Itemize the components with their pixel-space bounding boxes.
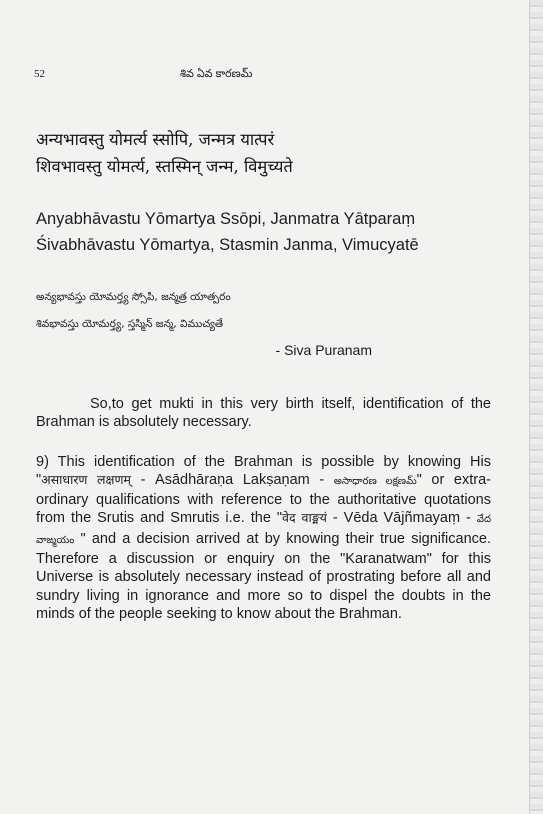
paragraph-text: - Vēda Vājñmayaṃ -	[326, 510, 477, 527]
running-head: శివ ఏవ కారణమ్	[180, 68, 253, 80]
telugu-term-asadharana: అసాధారణ లక్షణమ్	[333, 475, 417, 487]
paragraph-text: 9) This identification of the Brahman is possible by knowing His "	[36, 453, 491, 488]
page-number: 52	[34, 68, 45, 80]
transliteration-line-1: Anyabhāvastu Yōmartya Ssōpi, Janmatra Yātparaṃ	[36, 210, 416, 228]
sanskrit-verse-line-2: शिवभावस्तु योमर्त्य, स्तस्मिन् जन्म, विमुच्यते	[36, 157, 293, 176]
paragraph-mukti: So,to get mukti in this very birth itself, identification of the Brahman is absolutely necessary.	[36, 395, 491, 430]
verse-attribution: - Siva Puranam	[275, 342, 372, 358]
sanskrit-verse-line-1: अन्यभावस्तु योमर्त्य स्सोपि, जन्मत्र यात्परं	[36, 130, 275, 149]
paragraph-identification	[36, 453, 491, 624]
paragraph-text: " or extra-ordinary qualifications with reference to the authoritative quotations from the Srutis and Smrutis i.e. the "	[36, 471, 491, 527]
page-edge	[529, 0, 543, 814]
telugu-verse-line-2: శివభావస్తు యోమర్త్య, స్తస్మిన్ జన్మ, విముచ్యతే	[36, 318, 224, 330]
sanskrit-term-veda: वेद वाङ्मयं	[282, 510, 327, 526]
transliteration-line-2: Śivabhāvastu Yōmartya, Stasmin Janma, Vimucyatē	[36, 236, 419, 254]
sanskrit-term-asadharana: असाधारण लक्षणम्	[41, 471, 131, 487]
paragraph-text: " and a decision arrived at by knowing their true significance. Therefore a discussion or enquiry on the "Karanatwam" for this Universe is absolutely necessary instead of prostrating before all and sundry living in ignorance and more so to dispel the doubts in the minds of the people seeking to know about the Brahman.	[36, 530, 491, 622]
telugu-term-veda: వేద వాఙ్మయం	[36, 514, 491, 546]
paragraph-text: - Asādhāraṇa Lakṣaṇam -	[130, 471, 334, 488]
telugu-verse-line-1: అన్యభావస్తు యోమర్త్య స్సోపి, జన్మత్ర యాత్పరం	[36, 291, 231, 303]
page-header	[34, 68, 480, 82]
